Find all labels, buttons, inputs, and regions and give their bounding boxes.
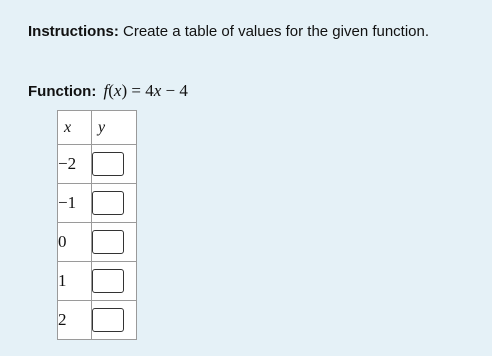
instructions-label: Instructions: — [28, 23, 119, 40]
function-variable: x — [113, 81, 122, 100]
y-answer-input[interactable] — [92, 191, 124, 215]
table-row — [58, 223, 137, 262]
function-label: Function: — [28, 83, 97, 100]
x-value: −2 — [58, 145, 92, 184]
y-answer-input[interactable] — [92, 308, 124, 332]
table-row — [58, 262, 137, 301]
y-answer-input[interactable] — [92, 269, 124, 293]
instructions-body: Create a table of values for the given function. — [123, 23, 430, 40]
function-equals: = 4 — [127, 81, 154, 100]
table-row — [58, 184, 137, 223]
y-cell — [92, 184, 137, 223]
y-cell — [92, 262, 137, 301]
y-cell — [92, 145, 137, 184]
x-value: 0 — [58, 223, 92, 262]
function-close-paren: ) — [121, 81, 128, 100]
function-expression — [104, 81, 188, 100]
function-name: f — [103, 81, 109, 100]
table-row — [58, 301, 137, 340]
y-answer-input[interactable] — [92, 230, 124, 254]
values-table — [57, 110, 137, 340]
y-cell — [92, 301, 137, 340]
function-variable-2: x — [153, 81, 162, 100]
function-open-paren: ( — [108, 81, 114, 100]
instructions-text — [28, 23, 429, 41]
x-value: 1 — [58, 262, 92, 301]
y-column-header: y — [92, 111, 137, 145]
y-cell — [92, 223, 137, 262]
table-header-row — [58, 111, 137, 145]
x-value: −1 — [58, 184, 92, 223]
table-row — [58, 145, 137, 184]
function-line — [28, 82, 188, 101]
function-rest: − 4 — [161, 81, 188, 100]
y-answer-input[interactable] — [92, 152, 124, 176]
x-value: 2 — [58, 301, 92, 340]
x-column-header: x — [58, 111, 92, 145]
